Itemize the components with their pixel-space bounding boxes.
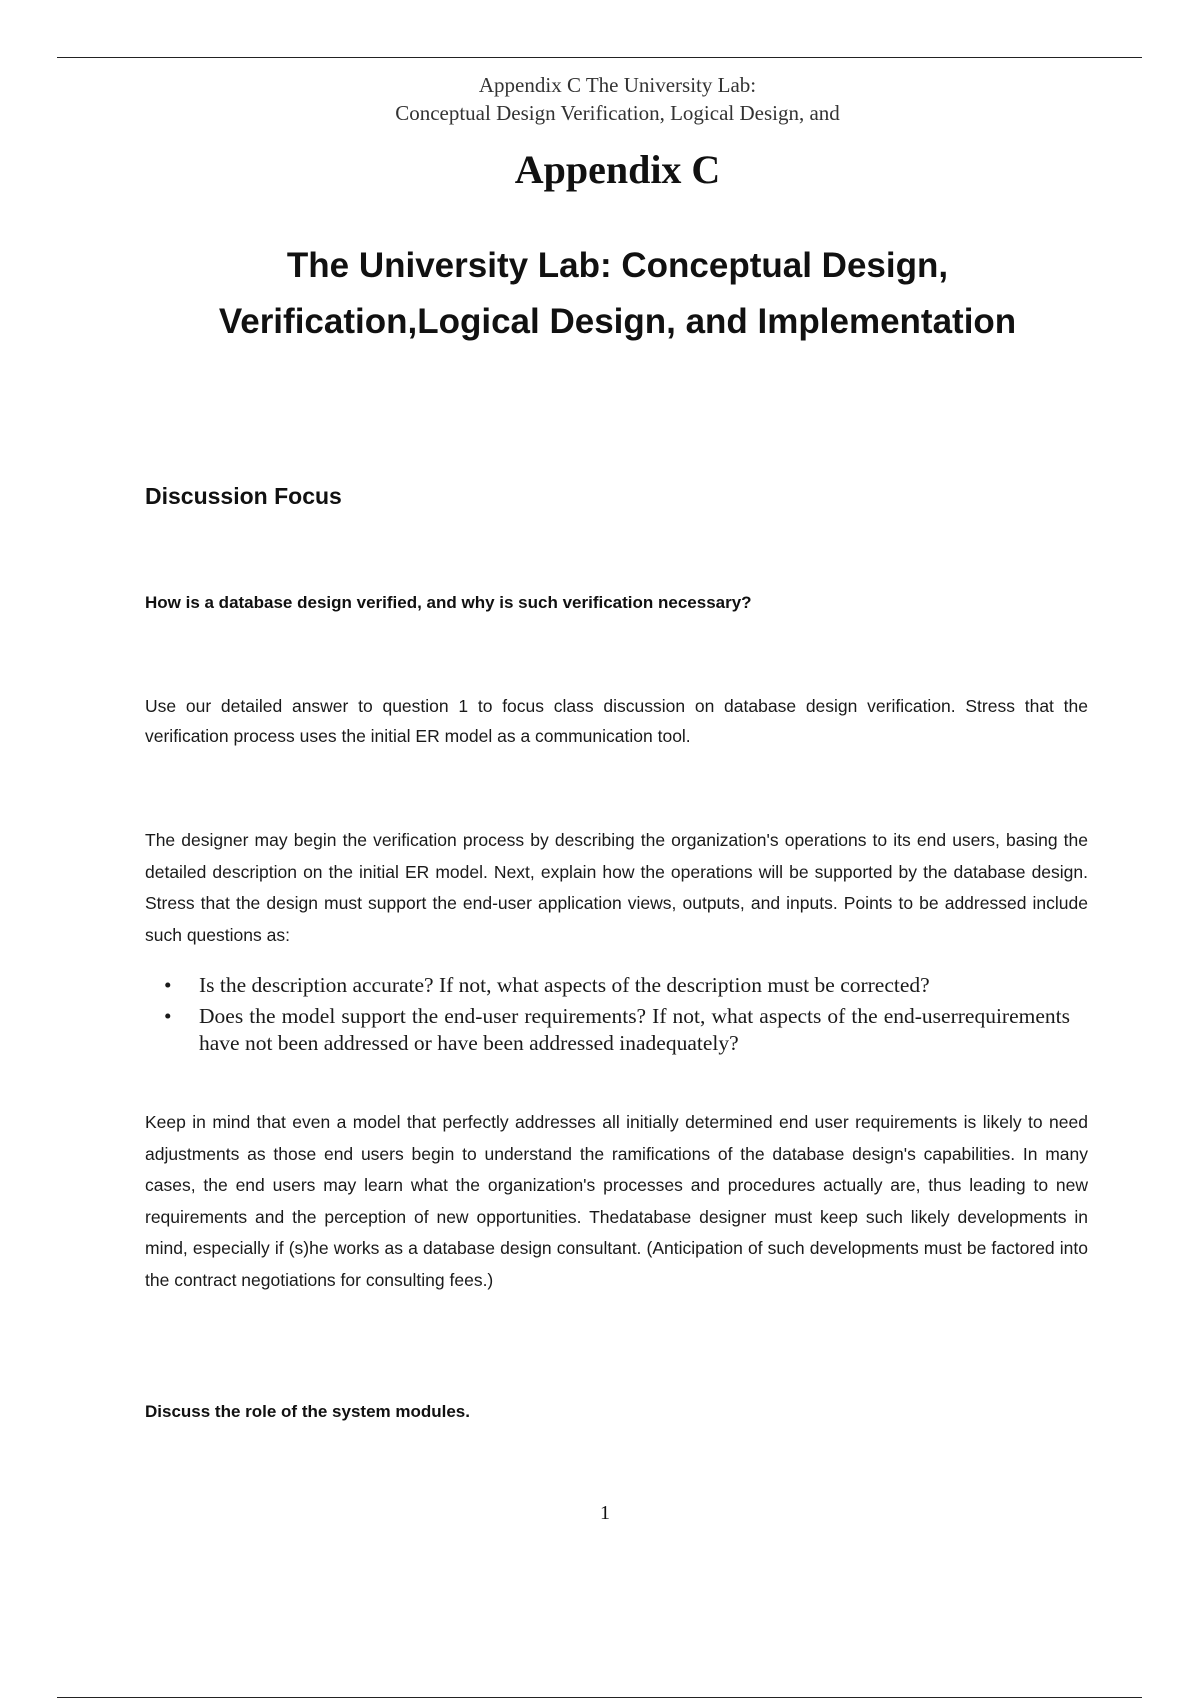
paragraph-3: Keep in mind that even a model that perfectly addresses all initially determined end user requirements is likely to need adjustments as those end users begin to understand the ramifications of the database design's capabilities. In many cases, the end users may learn what the organization's processes and procedures actually are, thus leading to new requirements and the perception of new opportunities. Thedatabase designer must keep such likely developments in mind, especially if (s)he works as a database design consultant. (Anticipation of such developments must be factored into the contract negotiations for consulting fees.) bbox=[145, 1112, 1088, 1290]
discussion-question-2: Discuss the role of the system modules. bbox=[145, 1402, 470, 1421]
paragraph-2: The designer may begin the verification process by describing the organization's operations to its end users, basing the detailed description on the initial ER model. Next, explain how the operations will be supported by the database design. Stress that the design must support the end-user application views, outputs, and inputs. Points to be addressed include such questions as: bbox=[145, 830, 1088, 945]
running-head-line-2: Conceptual Design Verification, Logical Design, and bbox=[395, 101, 840, 125]
appendix-title: Appendix C bbox=[514, 147, 721, 192]
bullet-text: Is the description accurate? If not, what aspects of the description must be corrected? bbox=[199, 973, 930, 997]
running-head-line-1: Appendix C The University Lab: bbox=[478, 73, 757, 97]
discussion-question-1: How is a database design verified, and why is such verification necessary? bbox=[145, 593, 752, 612]
bullet-list bbox=[160, 972, 1070, 1061]
section-heading: Discussion Focus bbox=[145, 483, 342, 509]
chapter-title-line-2: Verification,Logical Design, and Implementation bbox=[218, 302, 1017, 341]
top-rule bbox=[57, 57, 1142, 58]
bullet-symbol: • bbox=[164, 973, 172, 997]
chapter-title bbox=[0, 238, 1200, 350]
page-number: 1 bbox=[600, 1502, 610, 1524]
bottom-rule bbox=[57, 1697, 1142, 1698]
running-head bbox=[0, 71, 1200, 127]
bullet-text: Does the model support the end-user requirements? If not, what aspects of the end-userrequirements have not been addressed or have been addressed inadequately? bbox=[199, 1004, 1070, 1055]
chapter-title-line-1: The University Lab: Conceptual Design, bbox=[286, 246, 949, 285]
list-item bbox=[160, 972, 1070, 999]
paragraph-1: Use our detailed answer to question 1 to focus class discussion on database design verification. Stress that the verification process uses the initial ER model as a communication tool. bbox=[145, 696, 1088, 746]
list-item bbox=[160, 1003, 1070, 1057]
bullet-symbol: • bbox=[164, 1004, 172, 1028]
